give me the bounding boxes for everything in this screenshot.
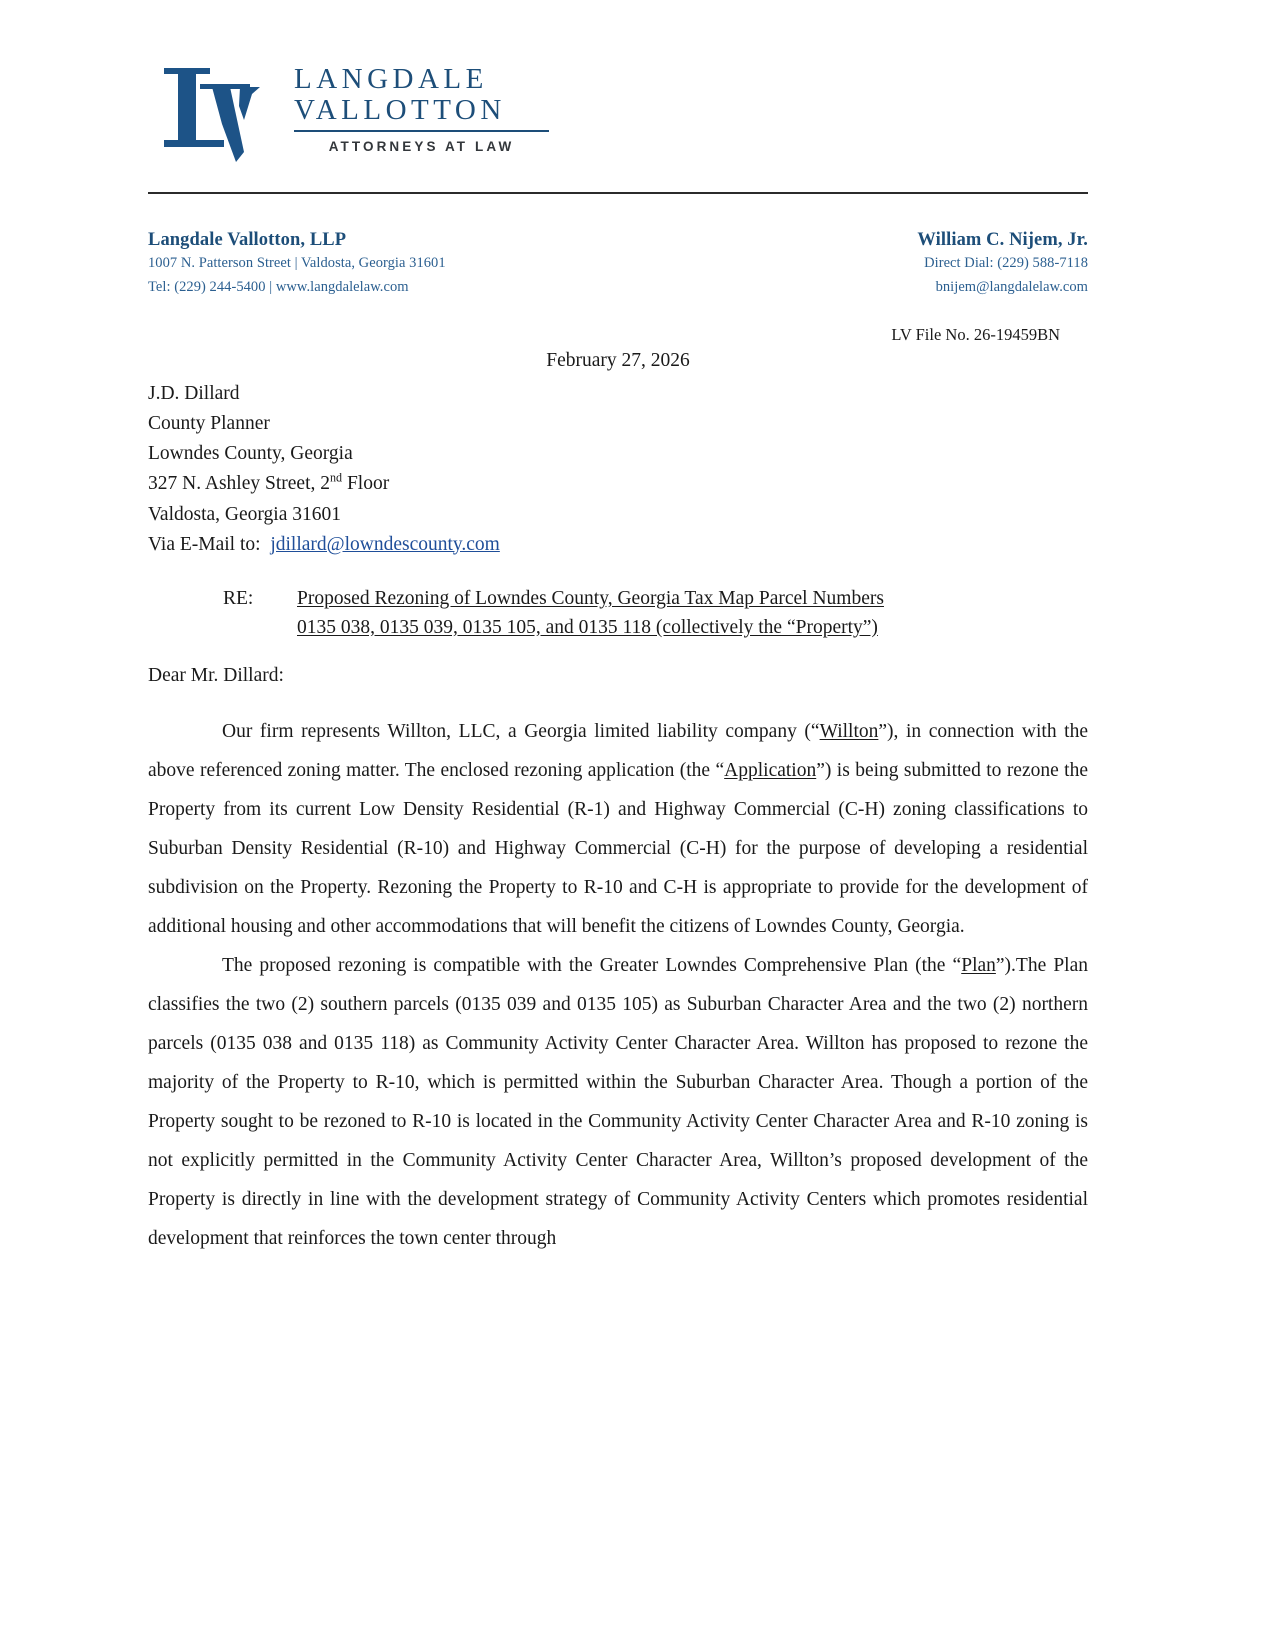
letter-body: [148, 712, 1088, 1258]
logo-line-langdale: LANGDALE: [294, 63, 488, 95]
contact-blocks: [148, 228, 1088, 299]
paragraph-1: [148, 712, 1088, 946]
header-divider: [148, 192, 1088, 194]
re-subject-line-2: 0135 038, 0135 039, 0135 105, and 0135 118 (collectively the “Property”): [297, 616, 878, 638]
file-number: LV File No. 26-19459BN: [891, 325, 1060, 344]
logo-wordmark: [294, 58, 549, 154]
attorney-contact-block: [917, 228, 1088, 299]
recipient-title: County Planner: [148, 413, 270, 435]
recipient-via-email-line: [148, 530, 848, 560]
recipient-organization: Lowndes County, Georgia: [148, 443, 353, 465]
recipient-street-suffix: Floor: [342, 473, 390, 495]
recipient-name: J.D. Dillard: [148, 383, 240, 404]
p2-defined-term-plan: Plan: [961, 955, 996, 976]
letter-sheet: [148, 0, 1088, 1650]
recipient-street-prefix: 327 N. Ashley Street, 2: [148, 473, 330, 495]
attorney-name: William C. Nijem, Jr.: [917, 230, 1088, 250]
p2-segment-a: The proposed rezoning is compatible with the Greater Lowndes Comprehensive Plan (the “: [222, 955, 962, 976]
firm-phone-website: Tel: (229) 244-5400 | www.langdalelaw.com: [148, 278, 409, 295]
recipient-address-block: [148, 379, 848, 560]
logo-divider: [294, 130, 549, 132]
p1-segment-c: ”) is being submitted to rezone the Property from its current Low Density Residential (R-1) and Highway Commercial (C-H) zoning classifications to Suburban Density Residential (R-10) and Highway Commercial (C-H) for the purpose of developing a residential subdivision on the Property. Rezoning the Property to R-10 and C-H is appropriate to provide for the development of additional housing and other accommodations that will benefit the citizens of Lowndes County, Georgia.: [148, 760, 1089, 937]
re-subject: [297, 585, 1088, 642]
recipient-city-state-zip: Valdosta, Georgia 31601: [148, 503, 341, 525]
firm-address: 1007 N. Patterson Street | Valdosta, Georgia 31601: [148, 255, 446, 272]
firm-name: Langdale Vallotton, LLP: [148, 230, 347, 250]
firm-contact-block: [148, 228, 446, 299]
p1-defined-term-application: Application: [724, 760, 817, 781]
attorney-direct-dial: Direct Dial: (229) 588-7118: [924, 255, 1088, 272]
p2-segment-b: ”).The Plan classifies the two (2) southern parcels (0135 039 and 0135 105) as Suburban Character Area and the two (2) northern parcels (0135 038 and 0135 118) as Community Activity Center Character Area. Willton has proposed to rezone the majority of the Property to R-10, which is permitted within the Suburban Character Area. Though a portion of the Property sought to be rezoned to R-10 is located in the Community Activity Center Character Area and R-10 zoning is not explicitly permitted in the Community Activity Center Character Area, Willton’s proposed development of the Property is directly in line with the development strategy of Community Activity Centers which promotes residential development that reinforces the town center through: [148, 955, 1088, 1249]
via-email-label: Via E-Mail to:: [148, 533, 261, 555]
letterhead: [148, 0, 1088, 198]
recipient-street-ordinal: nd: [329, 470, 343, 485]
recipient-street: [148, 469, 848, 499]
p1-segment-b: ”), in connection with the above referenced zoning matter. The enclosed rezoning application (the “: [148, 721, 1088, 781]
p1-defined-term-willton: Willton: [819, 721, 879, 742]
letter-date: February 27, 2026: [546, 350, 690, 371]
lv-monogram-logo-icon: [156, 58, 276, 163]
p1-segment-a: Our firm represents Willton, LLC, a Georgia limited liability company (“: [222, 721, 820, 742]
logo-tagline: ATTORNEYS AT LAW: [328, 139, 515, 155]
recipient-email-link[interactable]: jdillard@lowndescounty.com: [270, 533, 500, 555]
paragraph-2: [148, 946, 1088, 1258]
re-block: [148, 585, 1088, 642]
salutation: Dear Mr. Dillard:: [148, 665, 284, 686]
attorney-email: bnijem@langdalelaw.com: [935, 278, 1088, 295]
logo-line-vallotton: VALLOTTON: [294, 93, 506, 126]
re-label: RE:: [223, 588, 254, 609]
re-subject-line-1: Proposed Rezoning of Lowndes County, Georgia Tax Map Parcel Numbers: [297, 588, 884, 609]
